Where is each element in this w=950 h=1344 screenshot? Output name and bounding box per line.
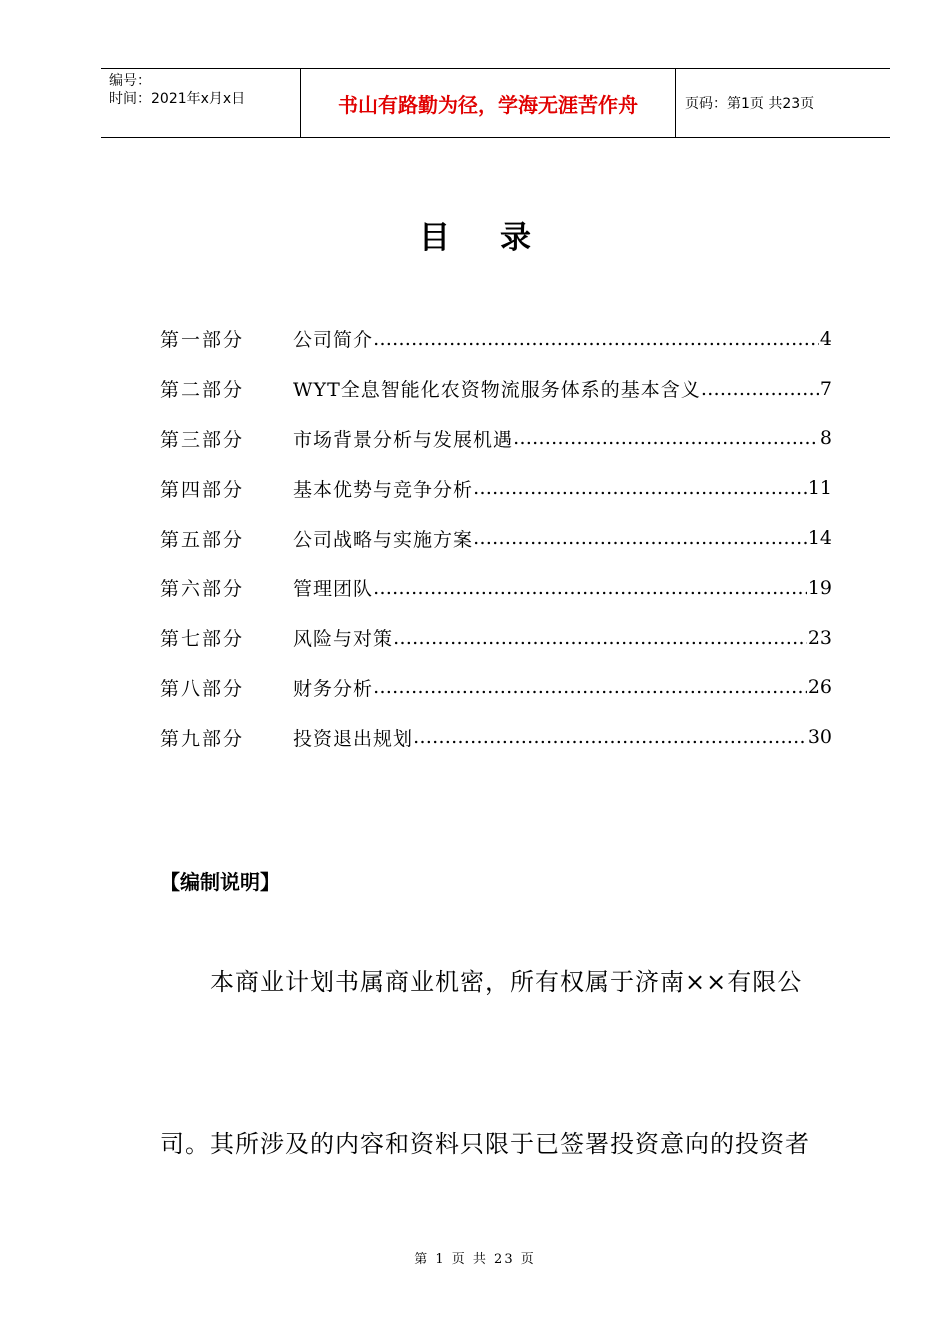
toc-part: 第七部分: [160, 628, 245, 651]
toc-entry[interactable]: [160, 712, 832, 762]
toc-part: 第一部分: [160, 329, 245, 352]
table-of-contents: [160, 314, 832, 762]
toc-page: 26: [807, 676, 832, 699]
header-motto: 书山有路勤为径，学海无涯苦作舟: [301, 69, 676, 137]
toc-leader: [701, 378, 819, 400]
section-heading: 【编制说明】: [160, 870, 280, 894]
toc-title: 基本优势与竞争分析: [293, 478, 474, 501]
toc-page: 8: [819, 427, 832, 450]
toc-page: 11: [807, 477, 832, 500]
toc-part: 第二部分: [160, 379, 245, 402]
toc-leader: [373, 328, 819, 350]
toc-part: 第五部分: [160, 528, 245, 551]
toc-part: 第四部分: [160, 478, 245, 501]
toc-title: WYT全息智能化农资物流服务体系的基本含义: [293, 379, 701, 402]
toc-page: 30: [807, 726, 832, 749]
toc-part: 第三部分: [160, 428, 245, 451]
toc-leader: [513, 427, 819, 449]
toc-entry[interactable]: [160, 563, 832, 613]
toc-entry[interactable]: [160, 513, 832, 563]
toc-entry[interactable]: [160, 663, 832, 713]
toc-part: 第六部分: [160, 578, 245, 601]
doc-number-label: 编号：: [109, 73, 151, 89]
toc-part: 第九部分: [160, 727, 245, 750]
toc-leader: [473, 527, 807, 549]
header-page-info: 页码：第1页 共23页: [685, 96, 815, 112]
toc-page: 19: [807, 576, 832, 599]
toc-leader: [413, 726, 807, 748]
doc-date-label: 时间：2021年x月x日: [109, 91, 246, 107]
header-meta-cell: [101, 69, 301, 137]
toc-title: 投资退出规划: [293, 727, 414, 750]
body-text-line: 司。其所涉及的内容和资料只限于已签署投资意向的投资者: [160, 1130, 810, 1158]
toc-page: 4: [819, 327, 832, 350]
toc-part: 第八部分: [160, 677, 245, 700]
toc-title: 风险与对策: [293, 628, 394, 651]
toc-leader: [473, 477, 807, 499]
toc-page: 14: [807, 527, 832, 550]
toc-leader: [373, 676, 807, 698]
body-text-line: 本商业计划书属商业机密，所有权属于济南××有限公: [210, 968, 803, 996]
toc-title: 公司战略与实施方案: [293, 528, 474, 551]
page-footer: 第 1 页 共 23 页: [414, 1252, 536, 1267]
toc-entry[interactable]: [160, 613, 832, 663]
toc-leader: [393, 627, 807, 649]
toc-title: 管理团队: [293, 578, 374, 601]
toc-page: 7: [819, 377, 832, 400]
toc-entry[interactable]: [160, 463, 832, 513]
toc-title: 市场背景分析与发展机遇: [293, 428, 514, 451]
toc-title: 财务分析: [293, 677, 374, 700]
toc-entry[interactable]: [160, 364, 832, 414]
toc-page: 23: [807, 626, 832, 649]
toc-entry[interactable]: [160, 314, 832, 364]
toc-leader: [373, 577, 807, 599]
page-title: 目录: [419, 220, 581, 256]
page-header: [101, 68, 890, 138]
toc-entry[interactable]: [160, 414, 832, 464]
toc-title: 公司简介: [293, 329, 374, 352]
